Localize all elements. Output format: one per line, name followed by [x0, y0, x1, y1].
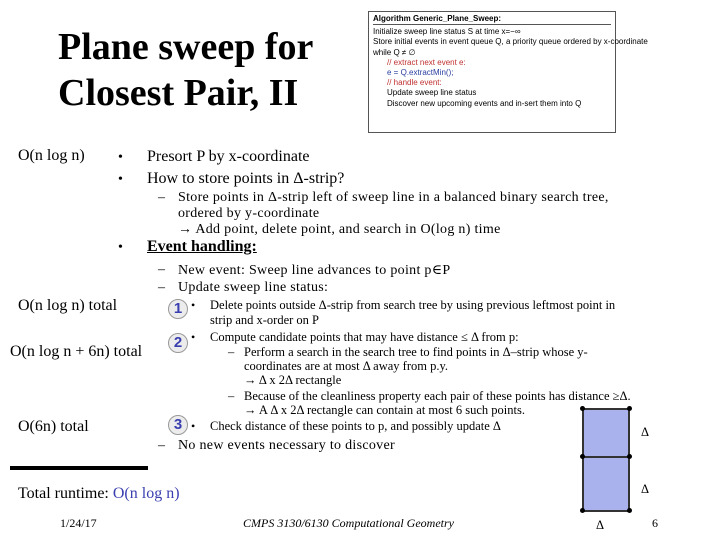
- store-sub-1: Store points in Δ-strip left of sweep line in a balanced binary search tree,: [178, 190, 609, 205]
- sub-dash: –: [228, 389, 235, 403]
- complexity-compute: O(n log n + 6n) total: [10, 343, 143, 360]
- sub-dash: –: [158, 190, 166, 205]
- complexity-presort: O(n log n): [18, 147, 85, 164]
- divider-bar: [10, 466, 148, 470]
- update-status: Update sweep line status:: [178, 280, 329, 295]
- step-badge-1: 1: [168, 299, 188, 319]
- delta-label-upper: Δ: [641, 425, 650, 439]
- complexity-check: O(6n) total: [18, 418, 89, 435]
- bullet-presort: Presort P by x-coordinate: [147, 148, 310, 165]
- store-sub-3: → Add point, delete point, and search in O(log n) time: [178, 222, 501, 237]
- title-line-1: Plane sweep for: [58, 26, 314, 68]
- step3-line: Check distance of these points to p, and possibly update Δ: [210, 419, 501, 433]
- sub-dash: –: [158, 262, 166, 277]
- step1-line-a: Delete points outside Δ-strip from search tree by using previous leftmost point in: [210, 298, 616, 312]
- total-runtime-label: Total runtime:: [18, 485, 113, 502]
- algorithm-line: e = Q.extractMin();: [387, 68, 454, 78]
- bullet-dot: •: [118, 240, 123, 255]
- bullet-event: Event handling:: [147, 238, 257, 255]
- step2-line: Compute candidate points that may have distance ≤ Δ from p:: [210, 330, 519, 344]
- algorithm-line: // extract next event e:: [387, 57, 466, 67]
- bullet-dot: •: [118, 150, 123, 165]
- step2-a1: Perform a search in the search tree to find points in Δ–strip whose y-: [244, 345, 588, 359]
- bullet-dot: •: [191, 419, 196, 433]
- total-runtime-value: O(n log n): [112, 485, 180, 502]
- sub-dash: –: [158, 438, 166, 453]
- step2-a2: coordinates are at most Δ away from p.y.: [244, 359, 449, 373]
- step1-line-b: strip and x-order on P: [210, 313, 320, 327]
- sub-dash: –: [228, 345, 235, 359]
- footer-course: CMPS 3130/6130 Computational Geometry: [243, 516, 454, 530]
- bullet-dot: •: [191, 298, 196, 312]
- algorithm-line: // handle event:: [387, 78, 442, 88]
- step2-b1: Because of the cleanliness property each pair of these points has distance ≥Δ.: [244, 389, 631, 403]
- corner-point: [580, 406, 585, 411]
- corner-point: [580, 508, 585, 513]
- store-sub-2: ordered by y-coordinate: [178, 206, 320, 221]
- footer-page-number: 6: [652, 516, 658, 530]
- bullet-dot: •: [118, 172, 123, 187]
- algorithm-line: Update sweep line status: [387, 88, 477, 98]
- algorithm-line: while Q ≠ ∅: [373, 47, 416, 57]
- step-badge-3: 3: [168, 415, 188, 435]
- delta-strip-rectangle: [582, 408, 630, 512]
- corner-point: [627, 454, 632, 459]
- step2-b2: → A Δ x 2Δ rectangle can contain at most 6 such points.: [244, 403, 525, 417]
- step2-a3: → Δ x 2Δ rectangle: [244, 373, 342, 387]
- algorithm-line: Discover new upcoming events and in-sert them into Q: [387, 98, 582, 108]
- bullet-store: How to store points in Δ-strip?: [147, 170, 345, 187]
- corner-point: [627, 406, 632, 411]
- delta-label-lower: Δ: [641, 482, 650, 496]
- new-event: New event: Sweep line advances to point p∈P: [178, 263, 451, 278]
- footer-date: 1/24/17: [60, 516, 97, 530]
- corner-point: [627, 508, 632, 513]
- bullet-dot: •: [191, 330, 196, 344]
- algorithm-line: Initialize sweep line status S at time x=−∞: [373, 27, 521, 37]
- algorithm-line: Store initial events in event queue Q, a priority queue ordered by x-coordinate: [373, 37, 648, 47]
- step-badge-2: 2: [168, 333, 188, 353]
- sub-dash: –: [158, 280, 166, 295]
- no-new-events: No new events necessary to discover: [178, 438, 395, 453]
- complexity-remove: O(n log n) total: [18, 297, 118, 314]
- corner-point: [580, 454, 585, 459]
- title-line-2: Closest Pair, II: [58, 72, 299, 114]
- algorithm-box: [368, 11, 648, 133]
- delta-strip-midline: [582, 456, 630, 458]
- total-runtime: [18, 485, 180, 503]
- delta-label-bottom: Δ: [596, 518, 605, 532]
- algorithm-header: Algorithm Generic_Plane_Sweep:: [373, 14, 611, 25]
- slide-title: [58, 24, 313, 116]
